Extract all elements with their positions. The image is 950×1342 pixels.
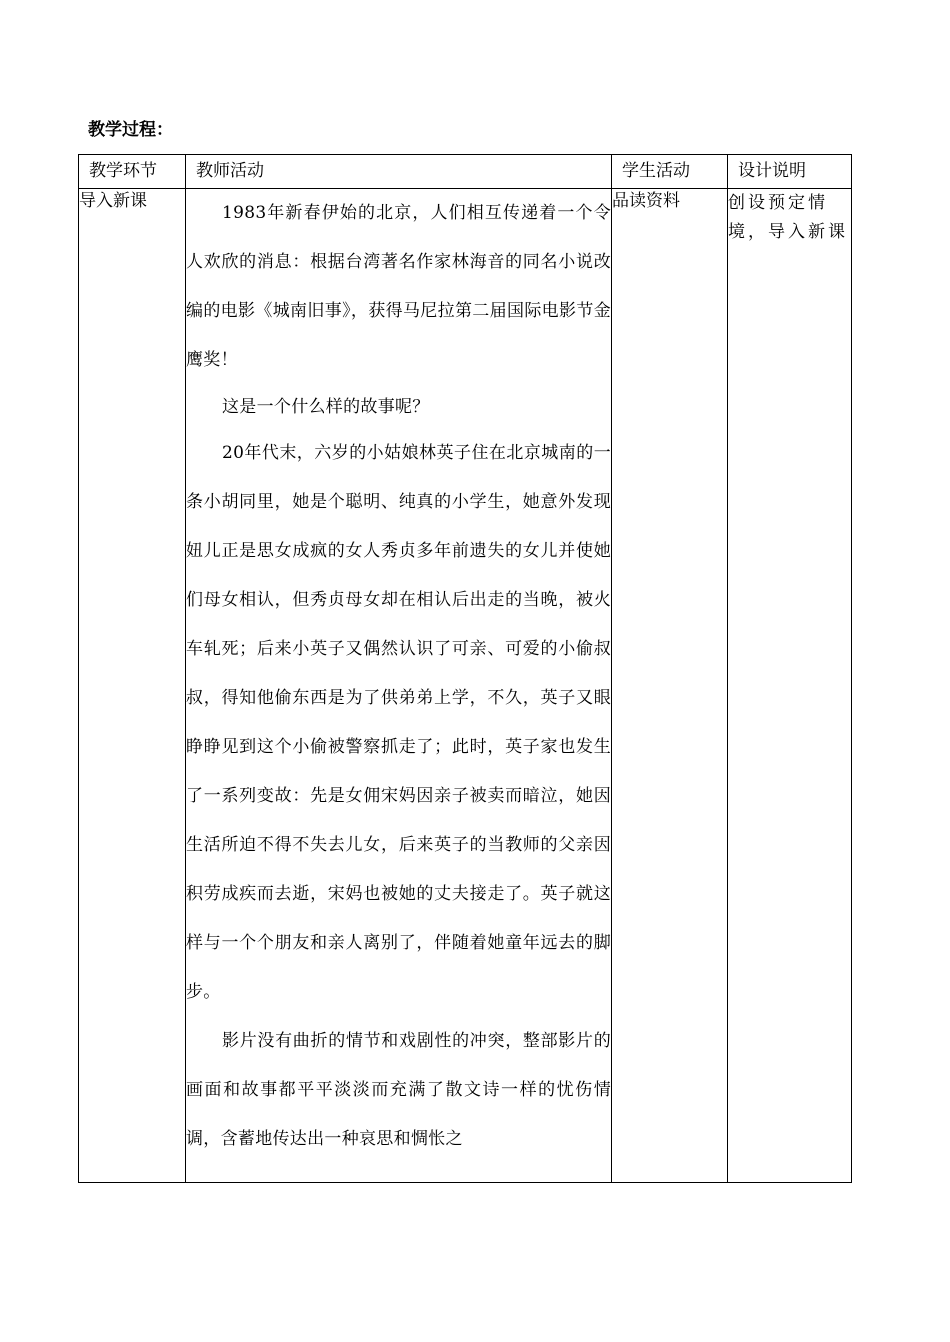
teaching-process-table — [78, 154, 852, 1183]
header-stage: 教学环节 — [79, 155, 186, 189]
header-student-activity: 学生活动 — [612, 155, 728, 189]
header-teacher-activity: 教师活动 — [186, 155, 612, 189]
table-header-row — [79, 155, 852, 189]
section-heading: 教学过程： — [88, 120, 173, 140]
table-row — [79, 189, 852, 1183]
design-note-cell: 创设预定情境，导入新课 — [728, 189, 852, 1183]
teacher-paragraph: 20年代末，六岁的小姑娘林英子住在北京城南的一条小胡同里，她是个聪明、纯真的小学生，她意外发现妞儿正是思女成疯的女人秀贞多年前遗失的女儿并使她们母女相认，但秀贞母女却在相认后出走的当晚，被火车轧死；后来小英子又偶然认识了可亲、可爱的小偷叔叔，得知他偷东西是为了供弟弟上学，不久，英子又眼睁睁见到这个小偷被警察抓走了；此时，英子家也发生了一系列变故：先是女佣宋妈因亲子被卖而暗泣，她因生活所迫不得不失去儿女，后来英子的当教师的父亲因积劳成疾而去逝，宋妈也被她的丈夫接走了。英子就这样与一个个朋友和亲人离别了，伴随着她童年远去的脚步。 — [186, 443, 611, 1002]
teacher-activity-cell — [186, 189, 612, 1183]
header-design-note: 设计说明 — [728, 155, 852, 189]
teacher-paragraph: 影片没有曲折的情节和戏剧性的冲突，整部影片的画面和故事都平平淡淡而充满了散文诗一样的忧伤情调，含蓄地传达出一种哀思和惆怅之 — [186, 1031, 611, 1149]
teacher-paragraph: 1983年新春伊始的北京，人们相互传递着一个令人欢欣的消息：根据台湾著名作家林海音的同名小说改编的电影《城南旧事》，获得马尼拉第二届国际电影节金鹰奖！ — [186, 203, 611, 370]
stage-cell: 导入新课 — [79, 189, 186, 1183]
teacher-paragraph: 这是一个什么样的故事呢？ — [222, 397, 430, 417]
student-activity-cell: 品读资料 — [612, 189, 728, 1183]
